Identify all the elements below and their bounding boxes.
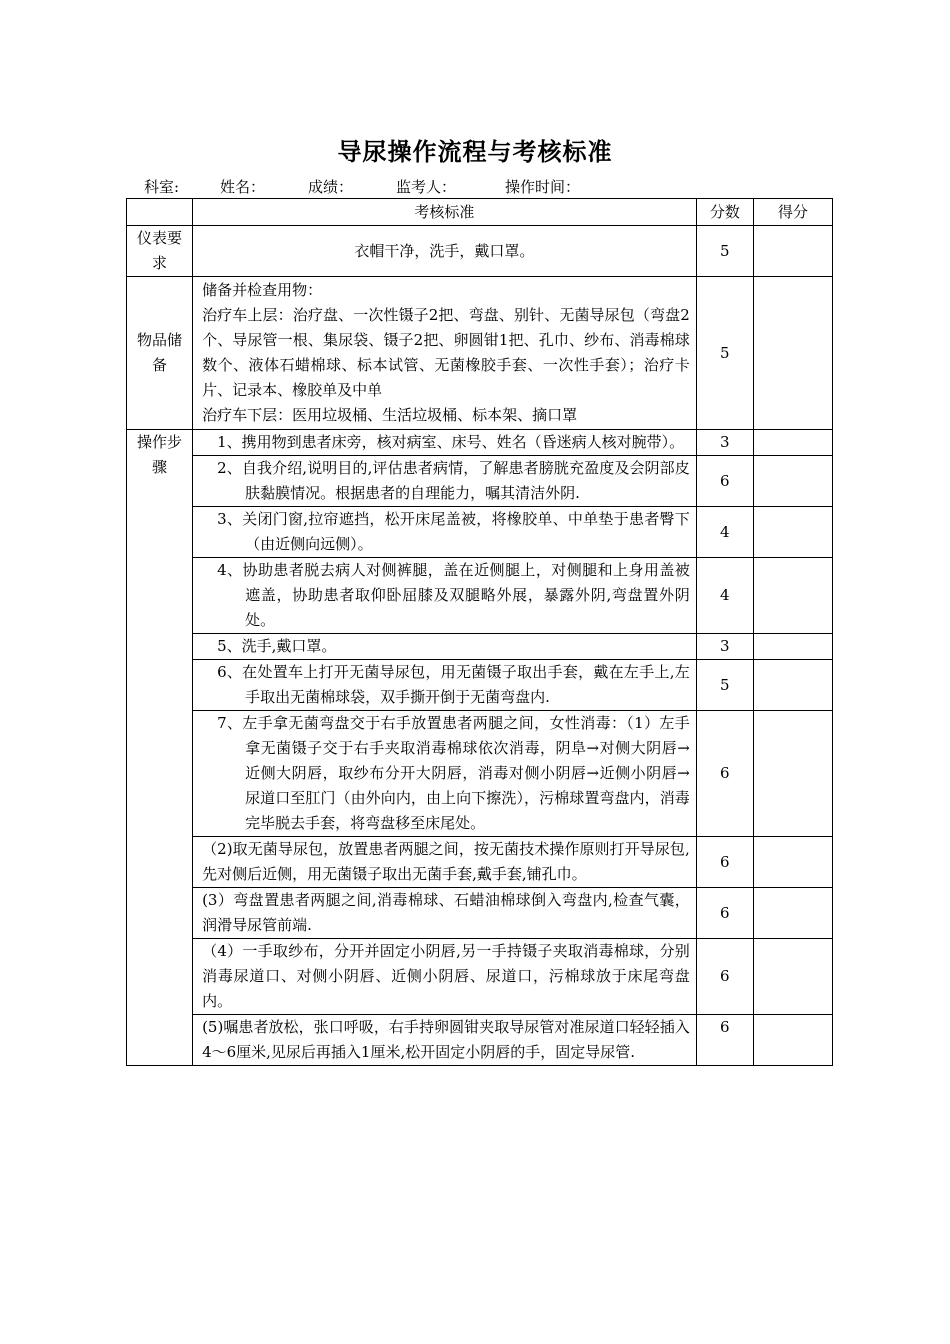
substep-cell: （2)取无菌导尿包，放置患者两腿之间，按无菌技术操作原则打开导尿包,先对侧后近侧，用无菌镊子取出无菌手套,戴手套,铺孔巾。 bbox=[193, 837, 697, 888]
points-cell: 4 bbox=[696, 558, 753, 634]
substep-cell: （4）一手取纱布，分开并固定小阴唇,另一手持镊子夹取消毒棉球，分别消毒尿道口、对侧小阴唇、近侧小阴唇、尿道口，污棉球放于床尾弯盘内。 bbox=[193, 939, 697, 1015]
step-number: 7、 bbox=[217, 714, 243, 732]
table-row bbox=[127, 660, 833, 711]
substep-cell: (3）弯盘置患者两腿之间,消毒棉球、石蜡油棉球倒入弯盘内,检查气囊，润滑导尿管前端. bbox=[193, 888, 697, 939]
earned-cell[interactable] bbox=[753, 837, 832, 888]
step-cell bbox=[193, 558, 697, 634]
table-row bbox=[127, 558, 833, 634]
step-text: 在处置车上打开无菌导尿包，用无菌镊子取出手套，戴在左手上,左手取出无菌棉球袋，双手撕开倒于无菌弯盘内. bbox=[242, 663, 690, 706]
header-blank bbox=[127, 199, 193, 226]
points-cell: 5 bbox=[696, 226, 753, 277]
table-row bbox=[127, 507, 833, 558]
points-cell: 6 bbox=[696, 888, 753, 939]
examiner-label: 监考人： bbox=[396, 178, 457, 196]
earned-cell[interactable] bbox=[753, 456, 832, 507]
step-number: 5、 bbox=[217, 637, 242, 655]
earned-cell[interactable] bbox=[753, 634, 832, 660]
earned-cell[interactable] bbox=[753, 226, 832, 277]
step-text: 洗手,戴口罩。 bbox=[241, 637, 337, 655]
earned-cell[interactable] bbox=[753, 939, 832, 1015]
points-cell: 4 bbox=[696, 507, 753, 558]
table-row bbox=[127, 456, 833, 507]
earned-cell[interactable] bbox=[753, 558, 832, 634]
table-row bbox=[127, 939, 833, 1015]
step-text: 协助患者脱去病人对侧裤腿，盖在近侧腿上，对侧腿和上身用盖被遮盖，协助患者取仰卧屈膝及双腿略外展，暴露外阴,弯盘置外阴处。 bbox=[242, 561, 690, 629]
step-number: 4、 bbox=[217, 561, 243, 579]
earned-cell[interactable] bbox=[753, 507, 832, 558]
points-cell: 5 bbox=[696, 660, 753, 711]
points-cell: 6 bbox=[696, 939, 753, 1015]
table-row bbox=[127, 1015, 833, 1066]
step-text: 关闭门窗,拉帘遮挡，松开床尾盖被，将橡胶单、中单垫于患者臀下（由近侧向远侧）。 bbox=[242, 510, 690, 553]
header-earned: 得分 bbox=[753, 199, 832, 226]
points-cell: 3 bbox=[696, 430, 753, 456]
points-cell: 3 bbox=[696, 634, 753, 660]
points-cell: 6 bbox=[696, 711, 753, 837]
table-row bbox=[127, 226, 833, 277]
category-appearance: 仪表要求 bbox=[127, 226, 193, 277]
earned-cell[interactable] bbox=[753, 277, 832, 430]
step-number: 6、 bbox=[217, 663, 243, 681]
step-text: 自我介绍,说明目的,评估患者病情，了解患者膀胱充盈度及会阴部皮肤黏膜情况。根据患者的自理能力，嘱其清洁外阴. bbox=[241, 459, 690, 502]
department-label: 科室: bbox=[144, 178, 180, 196]
header-standard: 考核标准 bbox=[193, 199, 697, 226]
name-label: 姓名： bbox=[220, 178, 266, 196]
substep-cell: (5)嘱患者放松，张口呼吸，右手持卵圆钳夹取导尿管对准尿道口轻轻插入4～6厘米,见尿后再插入1厘米,松开固定小阴唇的手，固定导尿管. bbox=[193, 1015, 697, 1066]
earned-cell[interactable] bbox=[753, 1015, 832, 1066]
supplies-intro: 储备并检查用物： bbox=[202, 281, 323, 299]
step-cell bbox=[193, 634, 697, 660]
earned-cell[interactable] bbox=[753, 660, 832, 711]
page-title: 导尿操作流程与考核标准 bbox=[337, 137, 613, 166]
step-cell bbox=[193, 456, 697, 507]
step-text: 携用物到患者床旁，核对病室、床号、姓名（昏迷病人核对腕带）。 bbox=[241, 433, 685, 451]
standard-appearance: 衣帽干净，洗手，戴口罩。 bbox=[193, 226, 697, 277]
score-label: 成绩： bbox=[308, 178, 354, 196]
operation-time-label: 操作时间： bbox=[505, 178, 581, 196]
step-number: 3、 bbox=[217, 510, 243, 528]
table-row bbox=[127, 430, 833, 456]
earned-cell[interactable] bbox=[753, 888, 832, 939]
table-row bbox=[127, 888, 833, 939]
table-row bbox=[127, 711, 833, 837]
supplies-upper-tray: 治疗车上层：治疗盘、一次性镊子2把、弯盘、别针、无菌导尿包（弯盘2个、导尿管一根、集尿袋、镊子2把、卵圆钳1把、孔巾、纱布、消毒棉球数个、液体石蜡棉球、标本试管、无菌橡胶手套、一次性手套）；治疗卡片、记录本、橡胶单及中单 bbox=[202, 306, 690, 399]
step-number: 2、 bbox=[217, 459, 242, 477]
category-steps: 操作步骤 bbox=[127, 430, 193, 1066]
assessment-table bbox=[126, 198, 833, 1066]
earned-cell[interactable] bbox=[753, 711, 832, 837]
table-row bbox=[127, 277, 833, 430]
step-number: 1、 bbox=[217, 433, 242, 451]
supplies-lower-tray: 治疗车下层：医用垃圾桶、生活垃圾桶、标本架、摘口罩 bbox=[202, 406, 578, 424]
earned-cell[interactable] bbox=[753, 430, 832, 456]
points-cell: 6 bbox=[696, 837, 753, 888]
standard-supplies bbox=[193, 277, 697, 430]
table-row bbox=[127, 634, 833, 660]
table-header-row bbox=[127, 199, 833, 226]
step-cell bbox=[193, 507, 697, 558]
points-cell: 6 bbox=[696, 456, 753, 507]
step-cell bbox=[193, 711, 697, 837]
step-cell bbox=[193, 660, 697, 711]
points-cell: 6 bbox=[696, 1015, 753, 1066]
step-cell bbox=[193, 430, 697, 456]
points-cell: 5 bbox=[696, 277, 753, 430]
step-text: 左手拿无菌弯盘交于右手放置患者两腿之间，女性消毒：（1）左手拿无菌镊子交于右手夹取消毒棉球依次消毒，阴阜→对侧大阴唇→近侧大阴唇，取纱布分开大阴唇，消毒对侧小阴唇→近侧小阴唇→尿道口至肛门（由外向内，由上向下擦洗），污棉球置弯盘内，消毒完毕脱去手套，将弯盘移至床尾处。 bbox=[242, 714, 690, 832]
category-supplies: 物品储备 bbox=[127, 277, 193, 430]
header-points: 分数 bbox=[696, 199, 753, 226]
table-row bbox=[127, 837, 833, 888]
